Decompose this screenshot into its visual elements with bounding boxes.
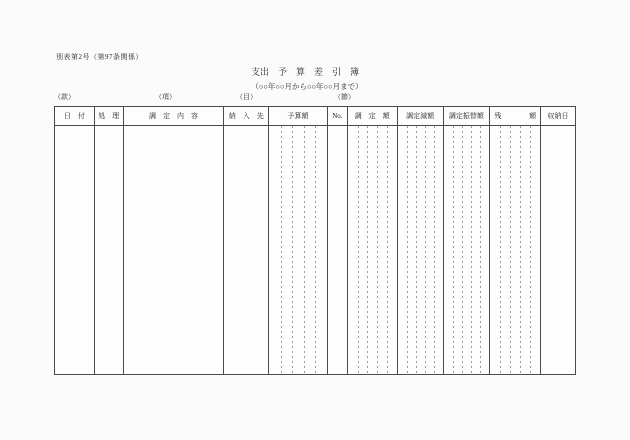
category-label-kou: （項） xyxy=(155,93,176,101)
column-date xyxy=(55,107,94,374)
column-header-budget-amount: 予算額 xyxy=(269,107,327,126)
column-header-processing: 処 理 xyxy=(95,107,123,126)
digit-guide-line xyxy=(500,126,501,374)
column-header-number: No. xyxy=(328,107,347,126)
digit-guide-line xyxy=(387,126,388,374)
digit-guide-line xyxy=(292,126,293,374)
column-balance xyxy=(489,107,540,374)
digit-guide-line xyxy=(425,126,426,374)
column-body-payee xyxy=(224,126,268,374)
page-title: 支出 予 算 差 引 簿 xyxy=(250,67,359,77)
digit-guide-line xyxy=(358,126,359,374)
digit-guide-line xyxy=(304,126,305,374)
column-budget-amount xyxy=(268,107,327,374)
column-body-assessment-contents xyxy=(124,126,224,374)
column-body-assessment-reduction xyxy=(398,126,443,374)
digit-guide-line xyxy=(434,126,435,374)
column-processing xyxy=(94,107,123,374)
period-subtitle: （○○年○○月から○○年○○月まで） xyxy=(251,82,363,91)
digit-guide-line xyxy=(377,126,378,374)
category-label-kan: （款） xyxy=(54,93,75,101)
column-body-receipt-date xyxy=(541,126,575,374)
ledger-table xyxy=(54,106,576,375)
column-header-assessment-contents: 調 定 内 容 xyxy=(124,107,224,126)
digit-guide-line xyxy=(480,126,481,374)
digit-guide-line xyxy=(281,126,282,374)
digit-guide-line xyxy=(367,126,368,374)
column-header-receipt-date: 収納日 xyxy=(541,107,575,126)
category-label-moku: （目） xyxy=(236,93,257,101)
digit-guide-line xyxy=(471,126,472,374)
column-assessment-reduction xyxy=(397,107,443,374)
column-body-date xyxy=(55,126,94,374)
column-header-assessment-amount: 調 定 額 xyxy=(348,107,397,126)
column-header-payee: 納 入 先 xyxy=(224,107,268,126)
column-assessment-amount xyxy=(347,107,397,374)
column-body-processing xyxy=(95,126,123,374)
column-number xyxy=(327,107,347,374)
column-receipt-date xyxy=(540,107,575,374)
column-body-assessment-amount xyxy=(348,126,397,374)
digit-guide-line xyxy=(520,126,521,374)
column-payee xyxy=(223,107,268,374)
digit-guide-line xyxy=(462,126,463,374)
digit-guide-line xyxy=(407,126,408,374)
column-body-budget-amount xyxy=(269,126,327,374)
column-header-balance: 残額 xyxy=(490,107,540,126)
column-body-number xyxy=(328,126,347,374)
digit-guide-line xyxy=(530,126,531,374)
column-header-date: 日 付 xyxy=(55,107,94,126)
digit-guide-line xyxy=(510,126,511,374)
digit-guide-line xyxy=(453,126,454,374)
column-header-assessment-transfer: 調定振替額 xyxy=(444,107,490,126)
column-header-assessment-reduction: 調定減額 xyxy=(398,107,443,126)
column-body-assessment-transfer xyxy=(444,126,490,374)
column-assessment-contents xyxy=(123,107,224,374)
digit-guide-line xyxy=(315,126,316,374)
column-body-balance xyxy=(490,126,540,374)
form-number: 別表第2号（第97条関係） xyxy=(56,53,143,61)
column-assessment-transfer xyxy=(443,107,490,374)
digit-guide-line xyxy=(416,126,417,374)
category-label-setsu: （節） xyxy=(334,93,355,101)
